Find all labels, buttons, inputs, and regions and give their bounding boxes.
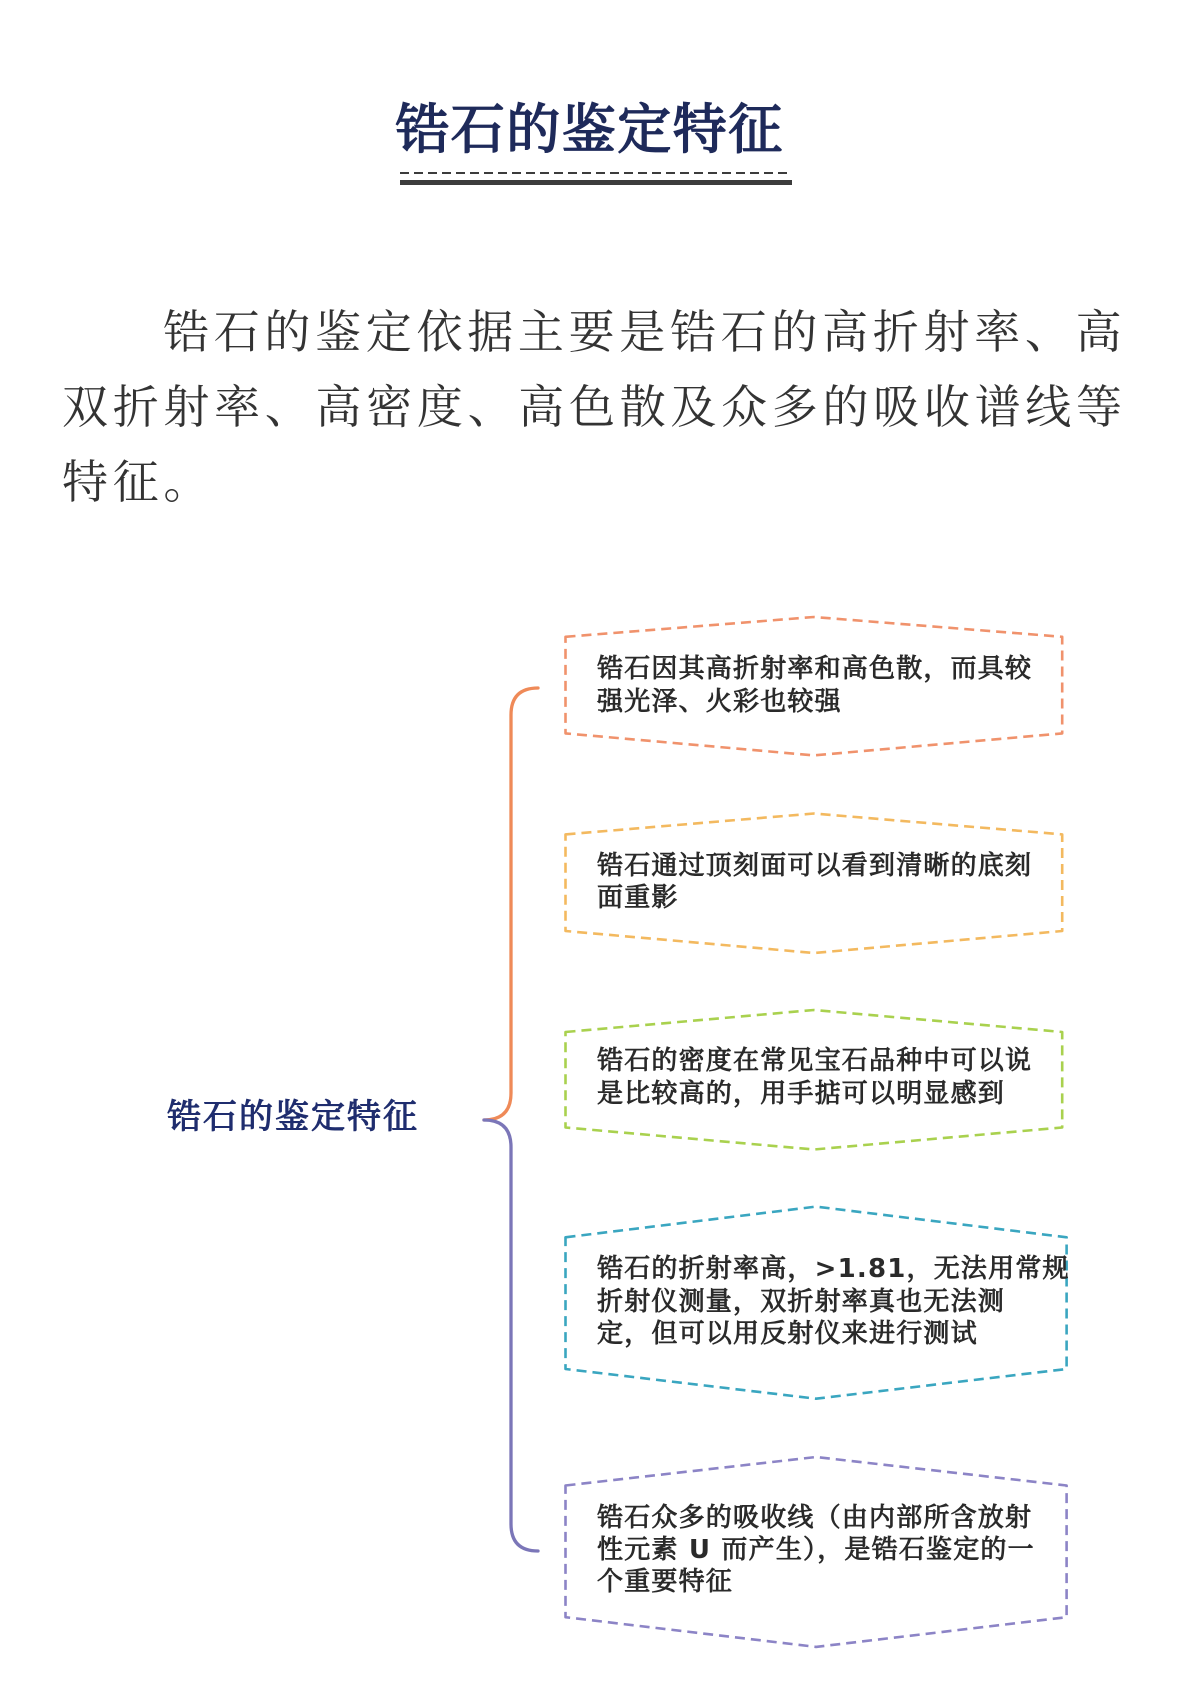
branch-1-text-line: 锆石因其高折射率和高色散，而具较 — [597, 654, 1033, 684]
branch-3-text-line: 锆石的密度在常见宝石品种中可以说 — [597, 1046, 1033, 1076]
page-title: 锆石的鉴定特征 — [395, 98, 784, 161]
branch-4-text-line: 锆石的折射率高，>1.81，无法用常规 — [597, 1254, 1070, 1284]
paragraph-line: 锆石的鉴定依据主要是锆石的高折射率、高 — [163, 305, 1127, 359]
branch-5-text-line: 锆石众多的吸收线（由内部所含放射 — [597, 1503, 1033, 1533]
branch-2-text-line: 面重影 — [597, 883, 679, 913]
branch-5-text-line: 个重要特征 — [597, 1567, 734, 1597]
brace-connector-bottom — [484, 1120, 538, 1551]
branch-5-text-line: 性元素 U 而产生），是锆石鉴定的一 — [597, 1535, 1035, 1565]
branch-2-text-line: 锆石通过顶刻面可以看到清晰的底刻 — [597, 851, 1033, 881]
branch-3-text-line: 是比较高的，用手掂可以明显感到 — [597, 1079, 1006, 1109]
paragraph-line: 特征。 — [62, 455, 215, 509]
branch-4-text-line: 定，但可以用反射仪来进行测试 — [597, 1319, 978, 1349]
branch-4-text-line: 折射仪测量，双折射率真也无法测 — [597, 1287, 1006, 1317]
paragraph-line: 双折射率、高密度、高色散及众多的吸收谱线等 — [62, 380, 1127, 434]
brace-connector-top — [484, 688, 538, 1120]
branch-1-text-line: 强光泽、火彩也较强 — [597, 687, 842, 717]
mindmap-root-label: 锆石的鉴定特征 — [167, 1097, 419, 1137]
